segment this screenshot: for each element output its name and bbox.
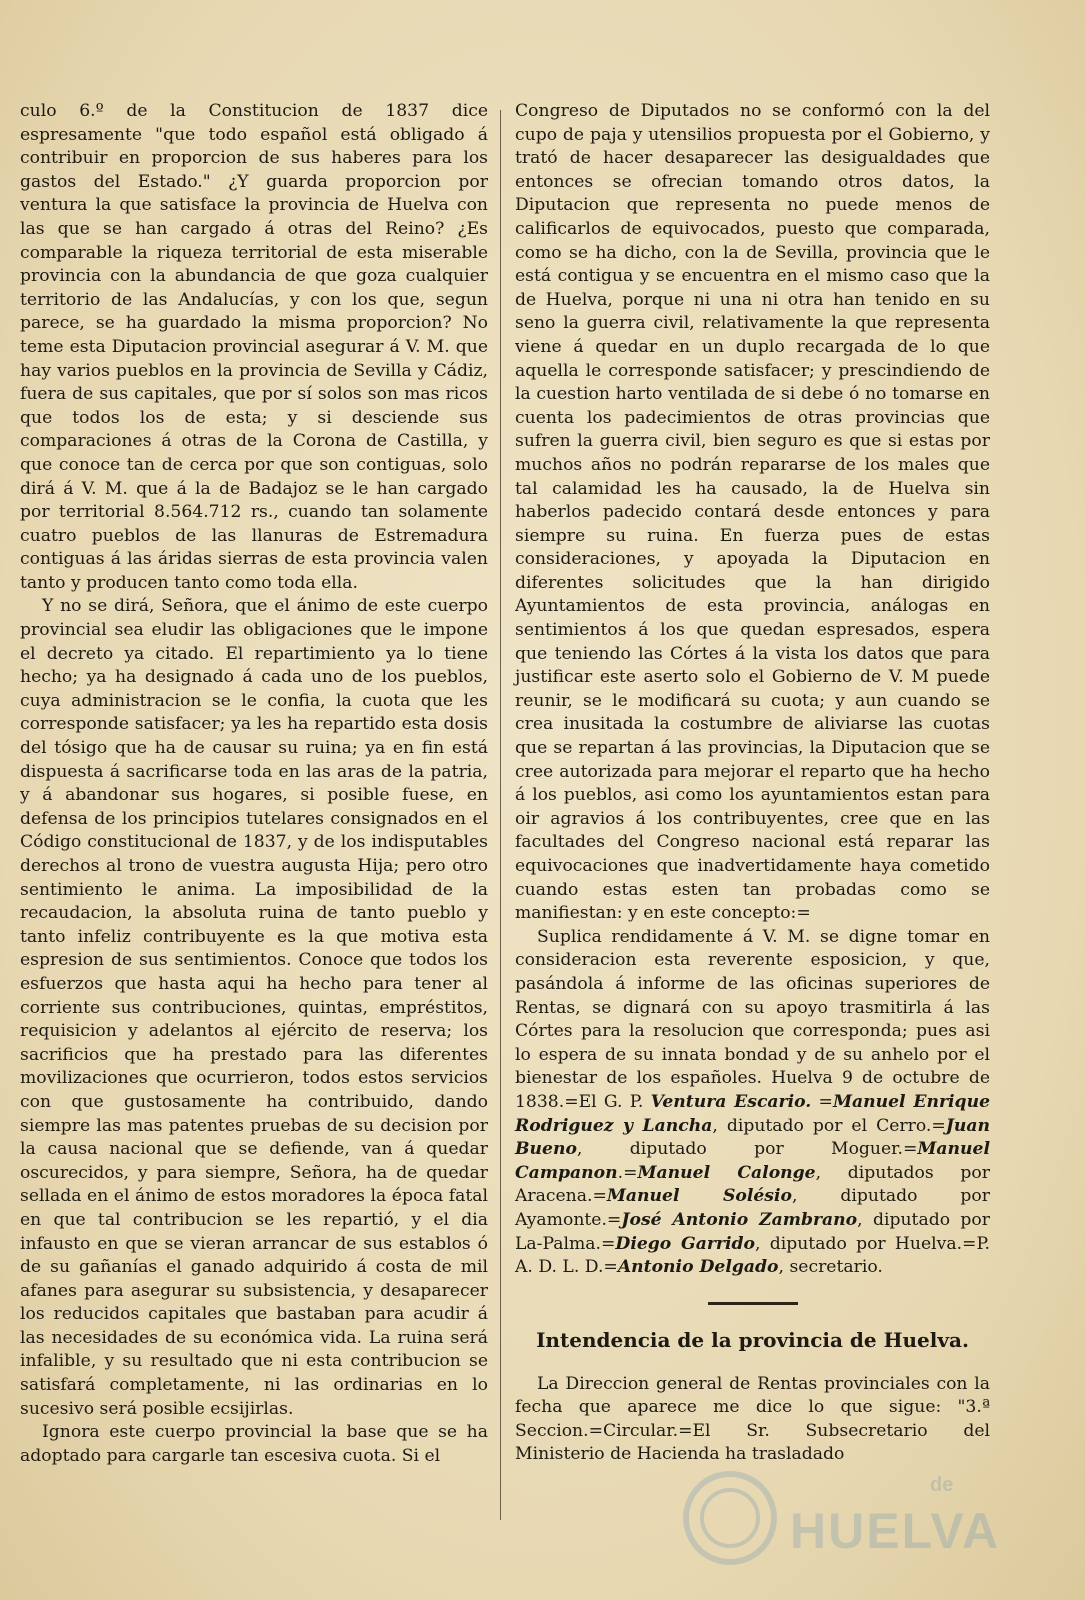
signature-text: , diputados por Aracena.= bbox=[515, 1162, 990, 1207]
signature-text: = bbox=[811, 1091, 833, 1112]
right-paragraph-1: Congreso de Diputados no se conformó con la del cupo de paja y utensilios propuesta por el Gobierno, y trató de hacer desaparecer las desigualdades que entonces se ofrecian tomando otros datos, la Diputacion que representa no puede menos de calificarlos de equivocados, puesto que comparada, como se ha dicho, con la de Sevilla, provincia que le está contigua y se encuentra en el mismo caso que la de Huelva, porque ni una ni otra han tenido en su seno la guerra civil, relativamente la que representa viene á quedar en un duplo recargada de lo que aquella le corresponde satisfacer; y prescindiendo de la cuestion harto ventilada de si debe ó no tomarse en cuenta los padecimientos de otras provincias que sufren la guerra civil, bien seguro es que si estas por muchos años no podrán repararse de los males que tal calamidad les ha causado, la de Huelva sin haberlos padecido contará desde entonces y para siempre su ruina. En fuerza pues de estas consideraciones, y apoyada la Diputacion en diferentes solicitudes que la han dirigido Ayuntamientos de esta provincia, análogas en sentimientos á los que quedan espresados, espera que teniendo las Córtes á la vista los datos que para justificar este aserto solo el Gobierno de V. M puede reunir, se le modificará su cuota; y aun cuando se crea inusitada la costumbre de aliviarse las cuotas que se repartan á las provincias, la Diputacion que se cree autorizada para mejorar el reparto que ha hecho á los pueblos, asi como los ayuntamientos estan para oir agravios á los contribuyentes, cree que en las facultades del Congreso nacional está reparar las equivocaciones que inadvertidamente haya cometido cuando estas esten tan probadas como se manifiestan: y en este concepto:= bbox=[515, 101, 990, 924]
signature-text: , diputado por el Cerro.= bbox=[712, 1115, 946, 1136]
signature-text: , diputado por La-Palma.= bbox=[515, 1209, 990, 1254]
left-column bbox=[20, 100, 488, 1468]
section-paragraph: La Direccion general de Rentas provinciales con la fecha que aparece me dice lo que sigue: "3.ª Seccion.=Circular.=El Sr. Subsecretario del Ministerio de Hacienda ha trasladado bbox=[515, 1373, 990, 1465]
signatory-name: Manuel Calonge bbox=[637, 1162, 816, 1183]
left-paragraph-1: culo 6.º de la Constitucion de 1837 dice espresamente "que todo español está obligado á contribuir en proporcion de sus haberes para los gastos del Estado." ¿Y guarda proporcion por ventura la que satisface la provincia de Huelva con las que se han cargado á otras del Reino? ¿Es comparable la riqueza territorial de esta miserable provincia con la abundancia de que goza cualquier territorio de las Andalucías, y con los que, segun parece, se ha guardado la misma proporcion? No teme esta Diputacion provincial asegurar á V. M. que hay varios pueblos en la provincia de Sevilla y Cádiz, fuera de sus capitales, que por sí solos son mas ricos que todos los de esta; y si desciende sus comparaciones á otras de la Corona de Castilla, y que conoce tan de cerca por que son contiguas, solo dirá á V. M. que á la de Badajoz se le han cargado por territorial 8.564.712 rs., cuando tan solamente cuatro pueblos de las llanuras de Estremadura contiguas á las áridas sierras de esta provincia valen tanto y producen tanto como toda ella. bbox=[20, 101, 488, 593]
seal-icon bbox=[680, 1468, 780, 1568]
signature-text: , diputado por Moguer.= bbox=[576, 1139, 918, 1160]
signature-text: , secretario. bbox=[778, 1257, 883, 1278]
petition-text: Suplica rendidamente á V. M. se digne tomar en consideracion esta reverente esposicion, y que, pasándola á informe de las oficinas superiores de Rentas, se dignará con su apoyo trasmitirla á las Córtes para la resolucion que corresponda; pues asi lo espera de su innata bondad y de su anhelo por el bienestar de los españoles. Huelva 9 de octubre de 1838.=El G. P. bbox=[515, 926, 990, 1112]
signatory-name: Diego Garrido bbox=[615, 1233, 755, 1254]
watermark-big-text: HUELVA bbox=[790, 1503, 1001, 1559]
left-paragraph-2: Y no se dirá, Señora, que el ánimo de este cuerpo provincial sea eludir las obligaciones que le impone el decreto ya citado. El repartimiento ya lo tiene hecho; ya ha designado á cada uno de los pueblos, cuya administracion se le confia, la cuota que les corresponde satisfacer; ya les ha repartido esta dosis del tósigo que ha de causar su ruina; ya en fin está dispuesta á sacrificarse toda en las aras de la patria, y á abandonar sus hogares, si posible fuese, en defensa de los principios tutelares consignados en el Código constitucional de 1837, y de los indisputables derechos al trono de vuestra augusta Hija; pero otro sentimiento le anima. La imposibilidad de la recaudacion, la absoluta ruina de tanto pueblo y tanto infeliz contribuyente es la que motiva esta espresion de sus sentimientos. Conoce que todos los esfuerzos que hasta aqui ha hecho para tener al corriente sus contribuciones, quintas, empréstitos, requisicion y adelantos al ejército de reserva; los sacrificios que ha prestado para las diferentes movilizaciones que ocurrieron, todos estos servicios con que gustosamente ha contribuido, dando siempre las mas patentes pruebas de su decision por la causa nacional que se defiende, van á quedar oscurecidos, y para siempre, Señora, ha de quedar sellada en el ánimo de estos moradores la época fatal en que tal contribucion se les repartió, y el dia infausto en que se vieran arrancar de sus establos ó de su gañanías el ganado adquirido á costa de mil afanes para asegurar su subsistencia, y desaparecer los reducidos capitales que bastaban para acudir á las necesidades de su económica vida. La ruina será infalible, y su resultado que ni esta contribucion se satisfará completamente, ni las ordinarias en lo sucesivo será posible ecsijirlas. bbox=[20, 596, 488, 1419]
right-column bbox=[515, 100, 990, 1467]
signature-text: , diputado por Ayamonte.= bbox=[515, 1186, 990, 1230]
left-paragraph-3: Ignora este cuerpo provincial la base que se ha adoptado para cargarle tan escesiva cuota. Si el bbox=[20, 1422, 488, 1466]
signature-text: .= bbox=[617, 1162, 638, 1183]
signatory-name: Manuel Solésio bbox=[606, 1186, 792, 1207]
section-divider bbox=[708, 1302, 798, 1305]
signatures bbox=[515, 1092, 990, 1277]
signatory-name: Antonio Delgado bbox=[617, 1257, 779, 1278]
signatory-name: Manuel Campanon bbox=[515, 1139, 990, 1183]
signatory-name: Ventura Escario. bbox=[650, 1091, 812, 1112]
signatory-name: Juan Bueno bbox=[515, 1115, 990, 1160]
right-paragraph-2 bbox=[515, 926, 990, 1280]
signature-text: , diputado por Huelva.=P. A. D. L. D.= bbox=[515, 1233, 990, 1278]
watermark-logo bbox=[680, 1460, 1010, 1570]
signatory-name: Manuel Enrique Rodriguez y Lancha bbox=[515, 1091, 991, 1136]
column-divider bbox=[500, 110, 501, 1520]
signatory-name: José Antonio Zambrano bbox=[621, 1209, 858, 1230]
section-title: Intendencia de la provincia de Huelva. bbox=[536, 1327, 969, 1352]
watermark-small-text: de bbox=[930, 1474, 954, 1496]
